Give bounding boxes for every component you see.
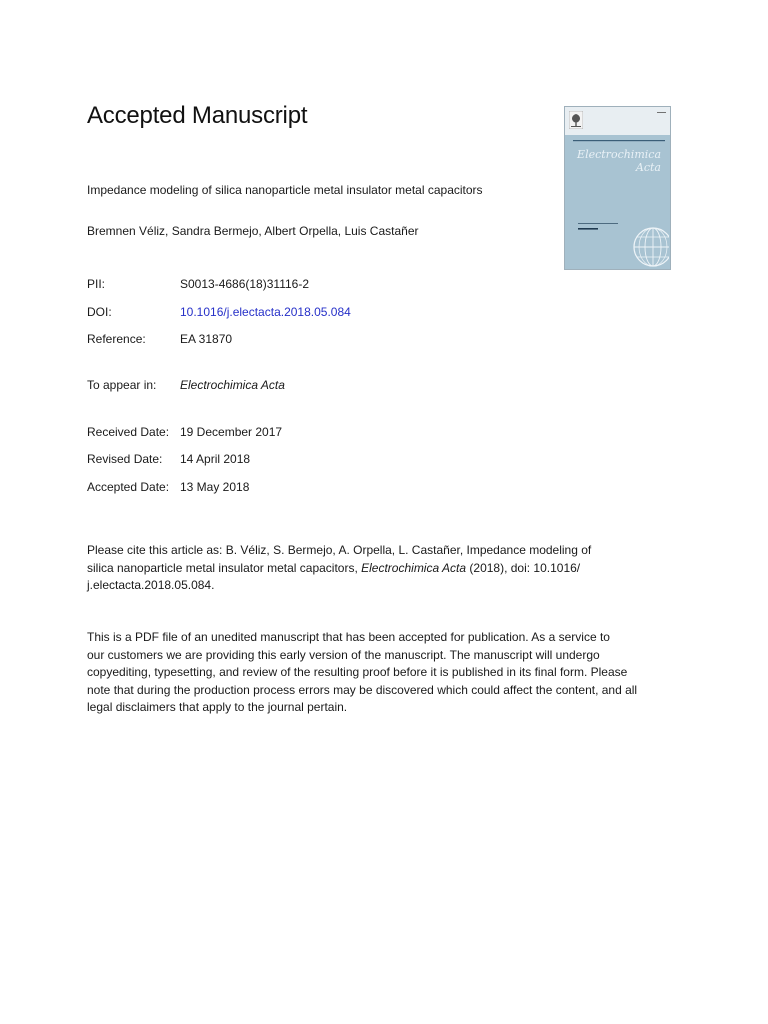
disclaimer-line: legal disclaimers that apply to the journal pertain. xyxy=(87,700,348,714)
meta-row-accepted xyxy=(87,480,547,496)
cover-issn: ▬▬▬ xyxy=(657,110,666,114)
citation-paragraph xyxy=(87,542,687,595)
accepted-label: Accepted Date: xyxy=(87,480,170,494)
disclaimer-line: copyediting, typesetting, and review of the resulting proof before it is published in its final form. Please xyxy=(87,665,628,679)
doi-label: DOI: xyxy=(87,305,112,319)
revised-label: Revised Date: xyxy=(87,452,163,466)
appear-label: To appear in: xyxy=(87,378,157,392)
revised-value: 14 April 2018 xyxy=(180,452,251,466)
citation-line xyxy=(87,560,687,578)
citation-line: j.electacta.2018.05.084. xyxy=(87,578,215,592)
article-title: Impedance modeling of silica nanoparticle metal insulator metal capacitors xyxy=(87,183,483,197)
citation-journal: Electrochimica Acta xyxy=(361,560,467,575)
globe-icon xyxy=(629,221,669,269)
cover-journal-name-line2: Acta xyxy=(635,161,661,174)
received-label: Received Date: xyxy=(87,425,170,439)
appear-journal: Electrochimica Acta xyxy=(180,378,285,392)
article-authors: Bremnen Véliz, Sandra Bermejo, Albert Orpella, Luis Castañer xyxy=(87,224,419,238)
page-title: Accepted Manuscript xyxy=(87,102,308,129)
doi-link[interactable]: 10.1016/j.electacta.2018.05.084 xyxy=(180,305,351,319)
meta-row-revised xyxy=(87,452,547,468)
citation-text: silica nanoparticle metal insulator metal capacitors, xyxy=(87,560,362,575)
citation-line: Please cite this article as: B. Véliz, S. Bermejo, A. Orpella, L. Castañer, Impedance modeling of xyxy=(87,543,592,557)
meta-row-reference xyxy=(87,332,547,348)
disclaimer-line: This is a PDF file of an unedited manuscript that has been accepted for publication. As a service to xyxy=(87,630,610,644)
cover-publisher-text xyxy=(578,222,618,226)
cover-sciencedirect-text xyxy=(578,227,598,231)
reference-label: Reference: xyxy=(87,332,146,346)
meta-row-doi xyxy=(87,305,547,321)
cover-header-text xyxy=(573,138,665,144)
received-value: 19 December 2017 xyxy=(180,425,283,439)
pii-label: PII: xyxy=(87,277,106,291)
cover-journal-name-line1: Electrochimica xyxy=(577,148,661,161)
disclaimer-line: our customers we are providing this early version of the manuscript. The manuscript will undergo xyxy=(87,647,600,662)
meta-row-received xyxy=(87,425,547,441)
disclaimer-line: note that during the production process errors may be discovered which could affect the content, and all xyxy=(87,682,638,697)
elsevier-tree-logo-icon xyxy=(569,111,583,129)
meta-row-appear xyxy=(87,378,547,394)
pii-value: S0013-4686(18)31116-2 xyxy=(180,277,309,291)
accepted-value: 13 May 2018 xyxy=(180,480,250,494)
journal-cover xyxy=(564,106,671,270)
disclaimer-paragraph xyxy=(87,629,687,717)
meta-row-pii xyxy=(87,277,547,293)
citation-text: (2018), doi: 10.1016/ xyxy=(466,560,581,575)
reference-value: EA 31870 xyxy=(180,332,233,346)
